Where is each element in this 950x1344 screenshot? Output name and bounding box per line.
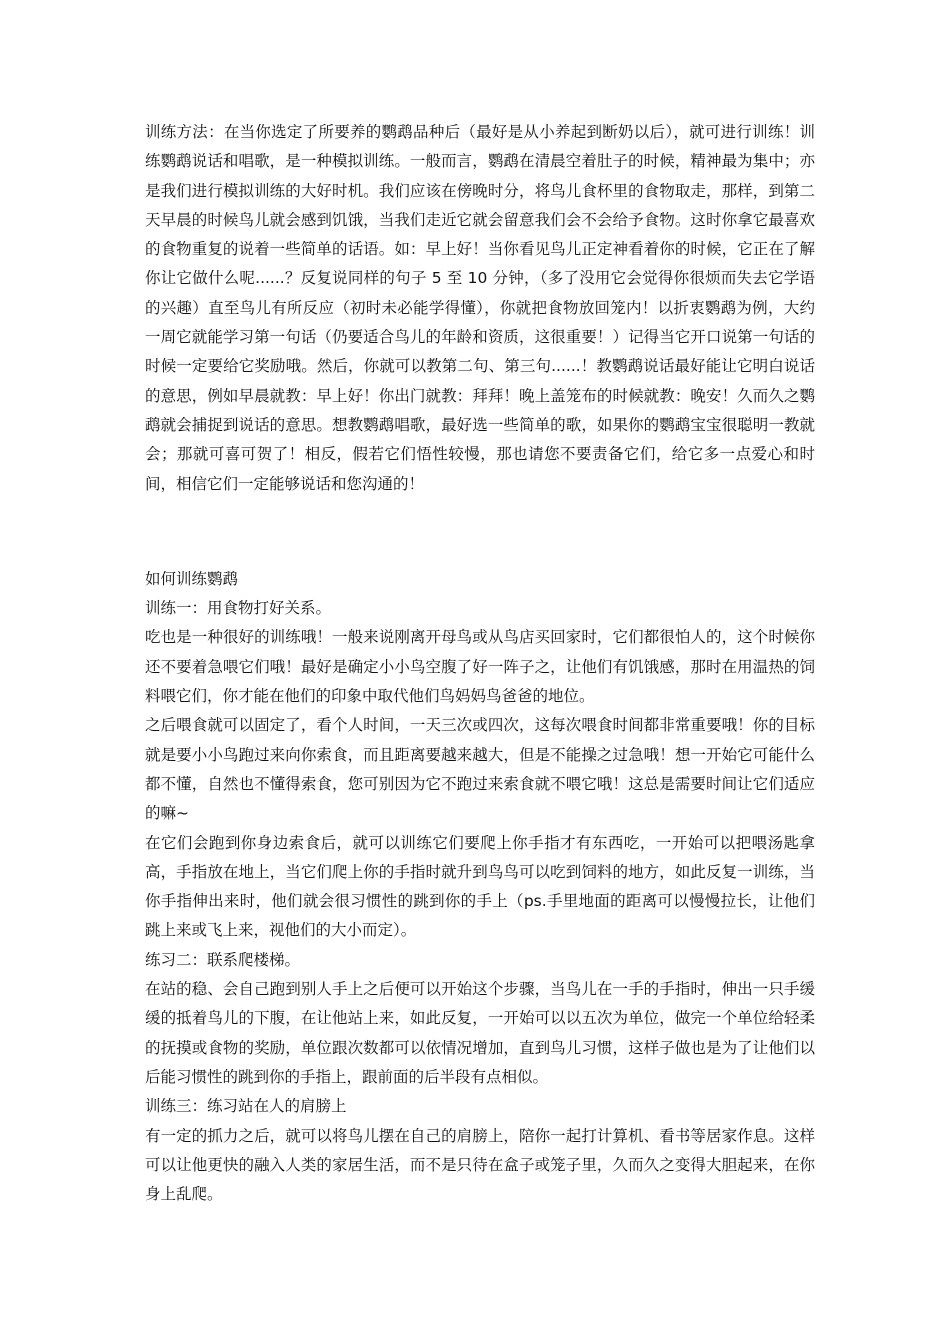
training3-title: 训练三：练习站在人的肩膀上: [145, 1097, 347, 1116]
section-title: 如何训练鹦鹉: [145, 569, 239, 588]
training1-paragraph-3: 在它们会跑到你身边索食后，就可以训练它们要爬上你手指才有东西吃，一开始可以把喂汤匙拿高，手指放在地上，当它们爬上你的手指时就升到鸟鸟可以吃到饲料的地方，如此反复一训练，当你手指伸出来时，他们就会很习惯性的跳到你的手上（ps.手里地面的距离可以慢慢拉长，让他们跳上来或飞上来，视他们的大小而定）。: [145, 833, 815, 940]
training1-paragraph-2: 之后喂食就可以固定了，看个人时间，一天三次或四次，这每次喂食时间都非常重要哦！你的目标就是要小小鸟跑过来向你索食，而且距离要越来越大，但是不能操之过急哦！想一开始它可能什么都不懂，自然也不懂得索食，您可别因为它不跑过来索食就不喂它哦！这总是需要时间让它们适应的嘛~: [145, 716, 815, 823]
document-body: [145, 118, 815, 1209]
training3-paragraph-1: 有一定的抓力之后，就可以将鸟儿摆在自己的肩膀上，陪你一起打计算机、看书等居家作息。这样可以让他更快的融入人类的家居生活，而不是只待在盒子或笼子里，久而久之变得大胆起来，在你身上乱爬。: [145, 1126, 815, 1204]
training2-title: 练习二：联系爬楼梯。: [145, 950, 301, 969]
training1-title: 训练一：用食物打好关系。: [145, 599, 332, 618]
training1-paragraph-1: 吃也是一种很好的训练哦！一般来说刚离开母鸟或从鸟店买回家时，它们都很怕人的，这个时候你还不要着急喂它们哦！最好是确定小小鸟空腹了好一阵子之，让他们有饥饿感，那时在用温热的饲料喂它们，你才能在他们的印象中取代他们鸟妈妈鸟爸爸的地位。: [145, 628, 815, 706]
training2-paragraph-1: 在站的稳、会自己跑到别人手上之后便可以开始这个步骤，当鸟儿在一手的手指时，伸出一只手缓缓的抵着鸟儿的下腹，在让他站上来，如此反复，一开始可以以五次为单位，做完一个单位给轻柔的抚摸或食物的奖励，单位跟次数都可以依情况增加，直到鸟儿习惯，这样子做也是为了让他们以后能习惯性的跳到你的手指上，跟前面的后半段有点相似。: [145, 980, 815, 1086]
section-spacer: [145, 499, 815, 565]
intro-paragraph: 训练方法：在当你选定了所要养的鹦鹉品种后（最好是从小养起到断奶以后），就可进行训练！训练鹦鹉说话和唱歌，是一种模拟训练。一般而言，鹦鹉在清晨空着肚子的时候，精神最为集中；亦是我们进行模拟训练的大好时机。我们应该在傍晚时分，将鸟儿食杯里的食物取走，那样，到第二天早晨的时候鸟儿就会感到饥饿，当我们走近它就会留意我们会不会给予食物。这时你拿它最喜欢的食物重复的说着一些简单的话语。如：早上好！当你看见鸟儿正定神看着你的时候，它正在了解你让它做什么呢......？反复说同样的句子 5 至 10 分钟，（多了没用它会觉得你很烦而失去它学语的兴趣）直至鸟儿有所反应（初时未必能学得懂），你就把食物放回笼内！以折衷鹦鹉为例，大约一周它就能学习第一句话（仍要适合鸟儿的年龄和资质，这很重要！）记得当它开口说第一句话的时候一定要给它奖励哦。然后，你就可以教第二句、第三句......！教鹦鹉说话最好能让它明白说话的意思，例如早晨就教：早上好！你出门就教：拜拜！晚上盖笼布的时候就教：晚安！久而久之鹦鹉就会捕捉到说话的意思。想教鹦鹉唱歌，最好选一些简单的歌，如果你的鹦鹉宝宝很聪明一教就会；那就可喜可贺了！相反，假若它们悟性较慢，那也请您不要责备它们，给它多一点爱心和时间，相信它们一定能够说话和您沟通的！: [145, 123, 815, 493]
